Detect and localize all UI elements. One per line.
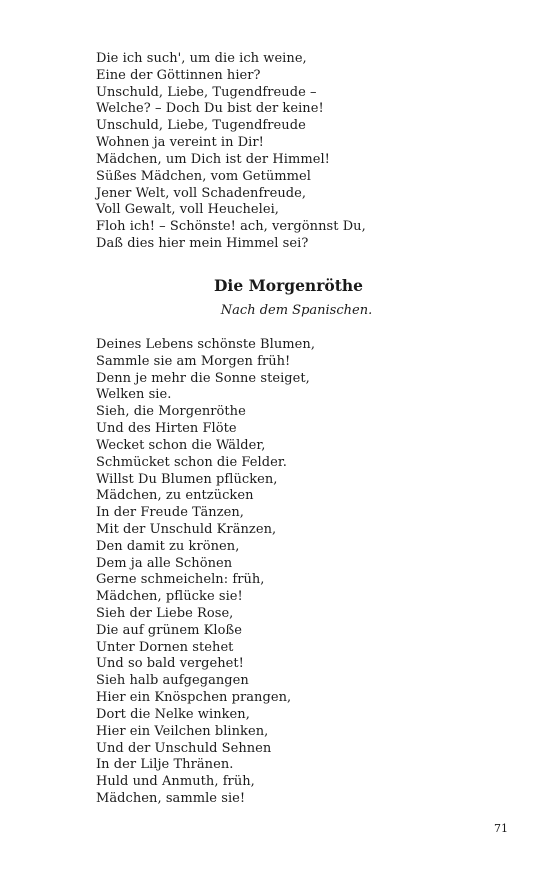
- verse-line: Sieh, die Morgenröthe: [96, 404, 246, 420]
- page-number: 71: [494, 822, 508, 835]
- poem-title: Die Morgenröthe: [213, 276, 363, 295]
- verse-line: Unschuld, Liebe, Tugendfreude –: [96, 84, 317, 100]
- verse-line: Mit der Unschuld Kränzen,: [96, 521, 277, 537]
- verse-line: Mädchen, zu entzücken: [96, 488, 254, 504]
- verse-line: Unter Dornen stehet: [96, 639, 234, 655]
- verse-line: Deines Lebens schönste Blumen,: [96, 337, 316, 352]
- poem-stanza-continued: [96, 51, 366, 253]
- verse-line: Wecket schon die Wälder,: [96, 437, 266, 453]
- verse-line: Mädchen, sammle sie!: [96, 790, 246, 806]
- verse-line: Sammle sie am Morgen früh!: [96, 353, 291, 369]
- verse-line: Denn je mehr die Sonne steiget,: [96, 370, 310, 386]
- verse-line: Wohnen ja vereint in Dir!: [96, 135, 264, 151]
- verse-line: In der Lilje Thränen.: [96, 757, 234, 773]
- verse-line: Willst Du Blumen pflücken,: [96, 471, 278, 487]
- verse-line: Welken sie.: [96, 387, 172, 403]
- verse-line: Süßes Mädchen, vom Getümmel: [96, 168, 311, 184]
- verse-line: Eine der Göttinnen hier?: [96, 67, 261, 83]
- verse-line: Floh ich! – Schönste! ach, vergönnst Du,: [96, 219, 366, 235]
- verse-line: Jener Welt, voll Schadenfreude,: [96, 185, 307, 201]
- verse-line: Voll Gewalt, voll Heuchelei,: [96, 202, 279, 218]
- verse-line: Dort die Nelke winken,: [96, 706, 250, 722]
- poem-subtitle: Nach dem Spanischen.: [220, 303, 373, 318]
- verse-line: Die ich such', um die ich weine,: [96, 51, 307, 66]
- verse-line: Die auf grünem Kloße: [96, 622, 242, 638]
- verse-line: Sieh halb aufgegangen: [96, 673, 249, 689]
- verse-line: Welche? – Doch Du bist der keine!: [96, 101, 324, 117]
- verse-line: Mädchen, pflücke sie!: [96, 589, 243, 605]
- verse-line: Dem ja alle Schönen: [96, 555, 233, 571]
- poem-stanza: [96, 337, 315, 808]
- verse-line: Schmücket schon die Felder.: [96, 454, 287, 470]
- verse-line: Sieh der Liebe Rose,: [96, 606, 234, 621]
- verse-line: Daß dies hier mein Himmel sei?: [96, 235, 309, 251]
- verse-line: Gerne schmeicheln: früh,: [96, 572, 265, 588]
- verse-line: Den damit zu krönen,: [96, 538, 240, 554]
- verse-line: Unschuld, Liebe, Tugendfreude: [96, 118, 306, 134]
- verse-line: Hier ein Knöspchen prangen,: [96, 690, 292, 706]
- verse-line: Und der Unschuld Sehnen: [96, 740, 272, 756]
- verse-line: Hier ein Veilchen blinken,: [96, 723, 269, 739]
- verse-line: Und so bald vergehet!: [96, 656, 244, 672]
- verse-line: Und des Hirten Flöte: [96, 421, 237, 437]
- verse-line: In der Freude Tänzen,: [96, 505, 244, 521]
- verse-line: Huld und Anmuth, früh,: [96, 774, 255, 790]
- verse-line: Mädchen, um Dich ist der Himmel!: [96, 151, 330, 167]
